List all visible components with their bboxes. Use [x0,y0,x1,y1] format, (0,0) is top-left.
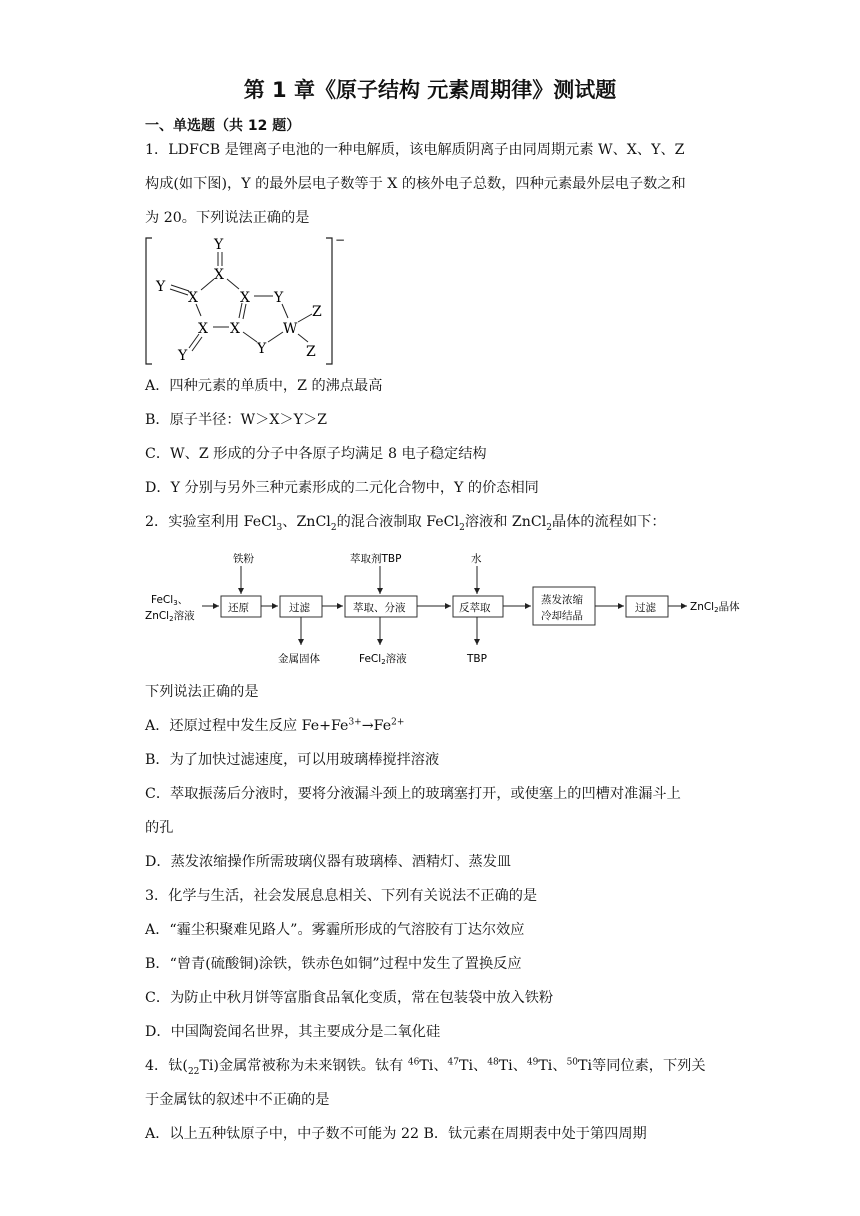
q4-options-ab: A．以上五种钛原子中，中子数不可能为 22 B．钛元素在周期表中处于第四周期 [145,1126,647,1142]
atom-x-bottom-left: X [198,321,208,337]
atom-z-bottom: Z [306,344,316,360]
q3-option-b: B．“曾青(硫酸铜)涂铁，铁赤色如铜”过程中发生了置换反应 [145,956,522,972]
q1-structure-diagram [140,230,350,370]
svg-text:FeCl3、: FeCl3、 [151,594,189,607]
q1-option-d: D．Y 分别与另外三种元素形成的二元化合物中，Y 的价态相同 [145,480,539,496]
atom-x-bottom-right: X [230,321,240,337]
iron-powder-label: 铁粉 [233,553,254,565]
q2-option-c-line2: 的孔 [145,820,174,836]
atom-y-right: Y [274,290,284,306]
q1-stem-line2: 构成(如下图)，Y 的最外层电子数等于 X 的核外电子总数，四种元素最外层电子数之和 [145,176,686,192]
q3-option-a: A．“霾尘积聚难见路人”。雾霾所形成的气溶胶有丁达尔效应 [145,922,525,938]
q1-option-b: B．原子半径：W＞X＞Y＞Z [145,412,328,428]
q3-option-d: D．中国陶瓷闻名世界，其主要成分是二氧化硅 [145,1024,441,1040]
q3-option-c: C．为防止中秋月饼等富脂食品氧化变质，常在包装袋中放入铁粉 [145,990,554,1006]
back-extract-box: 反萃取 [459,602,491,614]
extract-box: 萃取、分液 [353,602,406,614]
q2-flow-diagram [145,545,765,670]
atom-x-top: X [214,267,224,283]
q1-option-a: A．四种元素的单质中，Z 的沸点最高 [145,378,383,394]
atom-y-bottom: Y [257,341,267,357]
tbp-label: TBP [467,653,487,665]
atom-x-right: X [240,290,250,306]
atom-y-top: Y [214,237,224,253]
svg-text:ZnCl2溶液: ZnCl2溶液 [145,610,195,623]
evaporate-box-line1: 蒸发浓缩 [541,594,583,606]
filter-box-2: 过滤 [635,602,656,614]
q1-stem-line1: 1．LDFCB 是锂离子电池的一种电解质，该电解质阴离子由同周期元素 W、X、Y、Z [145,142,685,158]
charge-sign: − [335,233,346,247]
filter-box-1: 过滤 [289,602,310,614]
section-heading: 一、单选题（共 12 题） [145,118,301,134]
atom-z-top: Z [312,304,322,320]
q2-stem: 2．实验室利用 FeCl$_3$、ZnCl$_2$的混合液制取 FeCl$_2$溶液和 ZnCl$_2$晶体的流程如下： [145,514,666,533]
evaporate-box-line2: 冷却结晶 [541,610,583,622]
atom-w: W [283,321,298,337]
q4-stem-line1: 4．钛$(_{22}Ti)$金属常被称为未来钢铁。钛有 $^{46}$Ti、$^{47}$Ti、$^{48}$Ti、$^{49}$Ti、$^{50}$Ti等同位素，下列关 [145,1057,706,1077]
q1-option-c: C．W、Z 形成的分子中各原子均满足 8 电子稳定结构 [145,446,487,462]
q1-stem-line3: 为 20。下列说法正确的是 [145,210,310,226]
q2-option-b: B．为了加快过滤速度，可以用玻璃棒搅拌溶液 [145,752,440,768]
atom-y-left: Y [156,279,166,295]
extractant-label: 萃取剂TBP [350,553,402,565]
reduce-box: 还原 [228,602,249,614]
atom-y-bottom-left: Y [178,348,188,364]
q2-option-d: D．蒸发浓缩操作所需玻璃仪器有玻璃棒、酒精灯、蒸发皿 [145,854,512,870]
metal-solid-label: 金属固体 [278,653,320,665]
zncl2-crystal-label: ZnCl2晶体 [690,601,740,614]
q2-question: 下列说法正确的是 [145,684,259,700]
fecl2-solution-label: FeCl2溶液 [359,653,407,666]
page-title: 第 1 章《原子结构 元素周期律》测试题 [243,78,617,102]
q3-stem: 3．化学与生活，社会发展息息相关、下列有关说法不正确的是 [145,888,538,904]
water-label: 水 [471,553,482,565]
q2-option-c-line1: C．萃取振荡后分液时，要将分液漏斗颈上的玻璃塞打开，或使塞上的凹槽对准漏斗上 [145,786,681,802]
atom-x-left: X [188,290,198,306]
q2-option-a: A．还原过程中发生反应 $Fe+Fe^{3+}\to Fe^{2+}$ [145,717,405,734]
q4-stem-line2: 于金属钛的叙述中不正确的是 [145,1092,330,1108]
